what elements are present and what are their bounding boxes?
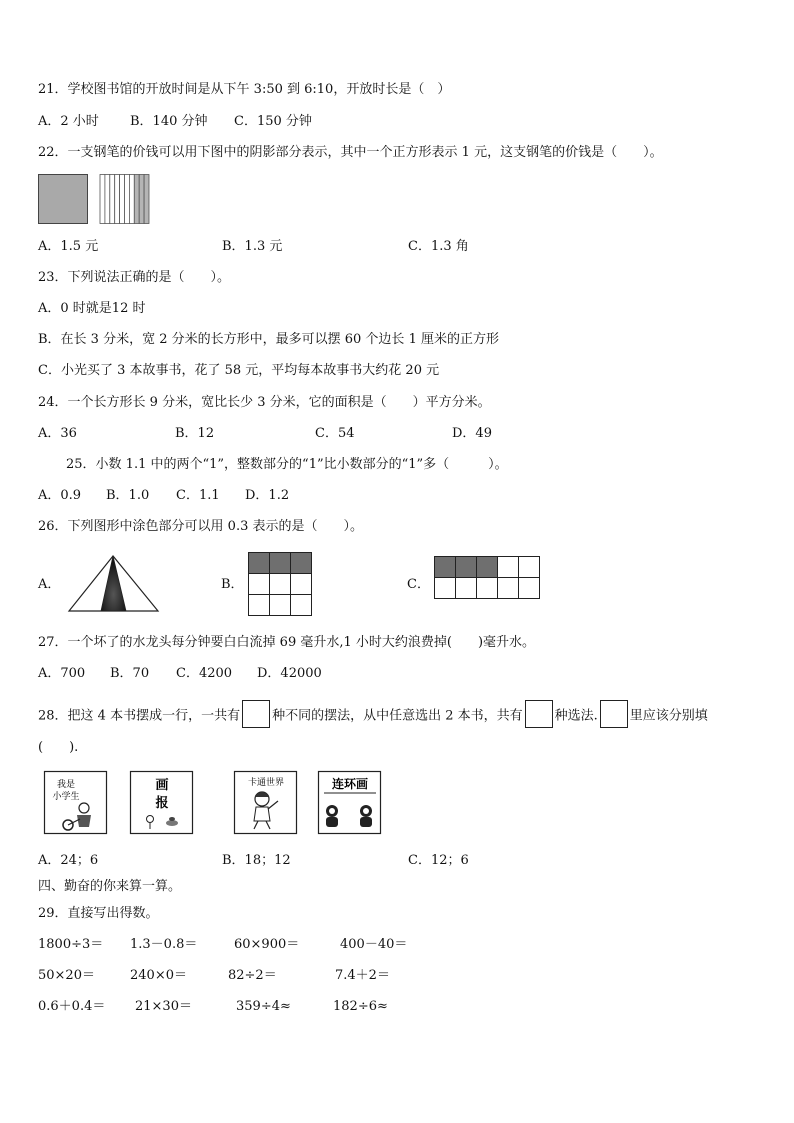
q25-option-b[interactable]: B．1.0	[106, 488, 150, 503]
q24-options	[38, 426, 738, 442]
grid-cell	[270, 595, 291, 616]
book-4	[318, 771, 382, 835]
q25-options	[38, 488, 738, 504]
q25-option-c[interactable]: C．1.1	[176, 488, 220, 503]
book-3	[234, 771, 298, 835]
q28-question-end: ( ).	[38, 740, 79, 755]
q22-option-b[interactable]: B．1.3 元	[222, 239, 283, 254]
q25-option-a[interactable]: A．0.9	[38, 488, 82, 503]
q22-strip	[110, 175, 115, 224]
q28-text-part3: 种选法.	[554, 708, 598, 724]
grid-cell	[456, 578, 477, 599]
q28-option-b[interactable]: B．18；12	[222, 853, 291, 868]
q21-options	[38, 114, 738, 130]
q22-strip	[115, 175, 120, 224]
q24-option-c[interactable]: C．54	[315, 426, 355, 441]
q26-label-b[interactable]: B．	[221, 577, 244, 592]
q25-question: 25．小数 1.1 中的两个“1”，整数部分的“1”比小数部分的“1”多（ ）。	[66, 457, 508, 472]
grid-cell	[291, 574, 312, 595]
q28-text-part4: 里应该分别填	[629, 708, 708, 724]
q28-option-a[interactable]: A．24；6	[38, 853, 99, 868]
q27-option-a[interactable]: A．700	[38, 666, 86, 681]
q29-item[interactable]: 240×0＝	[130, 968, 187, 983]
grid-cell-shaded	[270, 553, 291, 574]
grid-cell	[519, 578, 540, 599]
book-1-title-line1: 我是	[56, 780, 76, 790]
grid-cell-shaded	[291, 553, 312, 574]
q28-options	[38, 853, 738, 869]
q26-label-a[interactable]: A．	[38, 577, 61, 592]
q29-item[interactable]: 60×900＝	[234, 937, 300, 952]
q28-answer-box-3[interactable]	[600, 700, 628, 728]
q22-options	[38, 239, 738, 255]
q21-question: 21．学校图书馆的开放时间是从下午 3:50 到 6:10，开放时长是（ ）	[38, 82, 451, 97]
q24-option-a[interactable]: A．36	[38, 426, 77, 441]
grid-cell	[270, 574, 291, 595]
q26-question: 26．下列图形中涂色部分可以用 0.3 表示的是（ ）。	[38, 519, 363, 534]
grid-cell	[498, 578, 519, 599]
book-3-title-line1: 卡通世界	[247, 778, 285, 788]
q29-item[interactable]: 359÷4≈	[236, 999, 291, 1014]
book-2	[130, 771, 194, 835]
q22-figure	[38, 174, 158, 226]
q29-row-2	[38, 968, 738, 984]
q22-strip	[139, 175, 144, 224]
q21-option-c[interactable]: C．150 分钟	[234, 114, 312, 129]
grid-cell	[435, 578, 456, 599]
grid-cell	[291, 595, 312, 616]
q29-item[interactable]: 400－40＝	[340, 937, 408, 952]
grid-cell-shaded	[249, 553, 270, 574]
grid-cell	[249, 574, 270, 595]
q22-strip-square	[100, 175, 149, 224]
q22-question: 22．一支钢笔的价钱可以用下图中的阴影部分表示，其中一个正方形表示 1 元，这支钢笔的价钱是（ ）。	[38, 145, 663, 160]
q22-option-a[interactable]: A．1.5 元	[38, 239, 99, 254]
q29-row-1	[38, 937, 738, 953]
book-1	[44, 771, 108, 835]
q27-option-d[interactable]: D．42000	[257, 666, 322, 681]
q22-strip	[134, 175, 139, 224]
q27-question: 27．一个坏了的水龙头每分钟要白白流掉 69 毫升水,1 小时大约浪费掉( )毫升水。	[38, 635, 536, 650]
q22-strip	[120, 175, 125, 224]
q21-option-a[interactable]: A．2 小时	[38, 114, 99, 129]
q29-item[interactable]: 21×30＝	[135, 999, 192, 1014]
q26-triangle-figure	[68, 554, 160, 614]
book-2-title-line1: 画	[155, 778, 169, 793]
q29-item[interactable]: 0.6＋0.4＝	[38, 999, 106, 1014]
book-2-title-line2: 报	[155, 796, 169, 811]
book-1-title-line2: 小学生	[52, 792, 80, 802]
q22-strip	[125, 175, 130, 224]
q29-question: 29．直接写出得数。	[38, 906, 159, 921]
grid-cell	[477, 578, 498, 599]
q27-option-c[interactable]: C．4200	[176, 666, 233, 681]
q28-answer-box-1[interactable]	[242, 700, 270, 728]
section-heading: 四、勤奋的你来算一算。	[38, 879, 182, 894]
grid-cell	[519, 557, 540, 578]
q22-full-square	[39, 175, 88, 224]
q22-option-c[interactable]: C．1.3 角	[408, 239, 469, 254]
grid-cell-shaded	[456, 557, 477, 578]
q22-strip	[105, 175, 110, 224]
q24-option-d[interactable]: D．49	[452, 426, 492, 441]
q22-strip	[129, 175, 134, 224]
q29-row-3	[38, 999, 738, 1015]
q28-answer-box-2[interactable]	[525, 700, 553, 728]
q22-strip	[100, 175, 105, 224]
grid-cell	[498, 557, 519, 578]
q29-item[interactable]: 7.4＋2＝	[335, 968, 390, 983]
grid-cell-shaded	[477, 557, 498, 578]
q21-option-b[interactable]: B．140 分钟	[130, 114, 208, 129]
q24-option-b[interactable]: B．12	[175, 426, 215, 441]
q26-grid-b	[248, 552, 312, 618]
grid-cell	[249, 595, 270, 616]
q28-option-c[interactable]: C．12；6	[408, 853, 469, 868]
q29-item[interactable]: 82÷2＝	[228, 968, 277, 983]
q27-options	[38, 666, 738, 682]
q26-grid-c	[434, 556, 540, 614]
q28-text-part1: 28．把这 4 本书摆成一行，一共有	[38, 708, 241, 724]
q29-item[interactable]: 1.3－0.8＝	[130, 937, 198, 952]
q28-question	[38, 702, 708, 730]
q27-option-b[interactable]: B．70	[110, 666, 150, 681]
q23-option-c[interactable]: C．小光买了 3 本故事书，花了 58 元，平均每本故事书大约花 20 元	[38, 363, 440, 378]
q23-option-b[interactable]: B．在长 3 分米，宽 2 分米的长方形中，最多可以摆 60 个边长 1 厘米的正方形	[38, 332, 499, 347]
q28-text-part2: 种不同的摆法，从中任意选出 2 本书，共有	[272, 708, 523, 724]
grid-cell-shaded	[435, 557, 456, 578]
q24-question: 24．一个长方形长 9 分米，宽比长少 3 分米，它的面积是（ ）平方分米。	[38, 395, 491, 410]
q25-option-d[interactable]: D．1.2	[245, 488, 290, 503]
q29-item[interactable]: 182÷6≈	[333, 999, 388, 1014]
q26-label-c[interactable]: C．	[407, 577, 430, 592]
q29-item[interactable]: 1800÷3＝	[38, 937, 104, 952]
q23-option-a[interactable]: A．0 时就是12 时	[38, 301, 146, 316]
q22-strip	[144, 175, 149, 224]
q23-question: 23．下列说法正确的是（ ）。	[38, 270, 231, 285]
q29-item[interactable]: 50×20＝	[38, 968, 95, 983]
book-4-title-line1: 连环画	[331, 777, 369, 791]
